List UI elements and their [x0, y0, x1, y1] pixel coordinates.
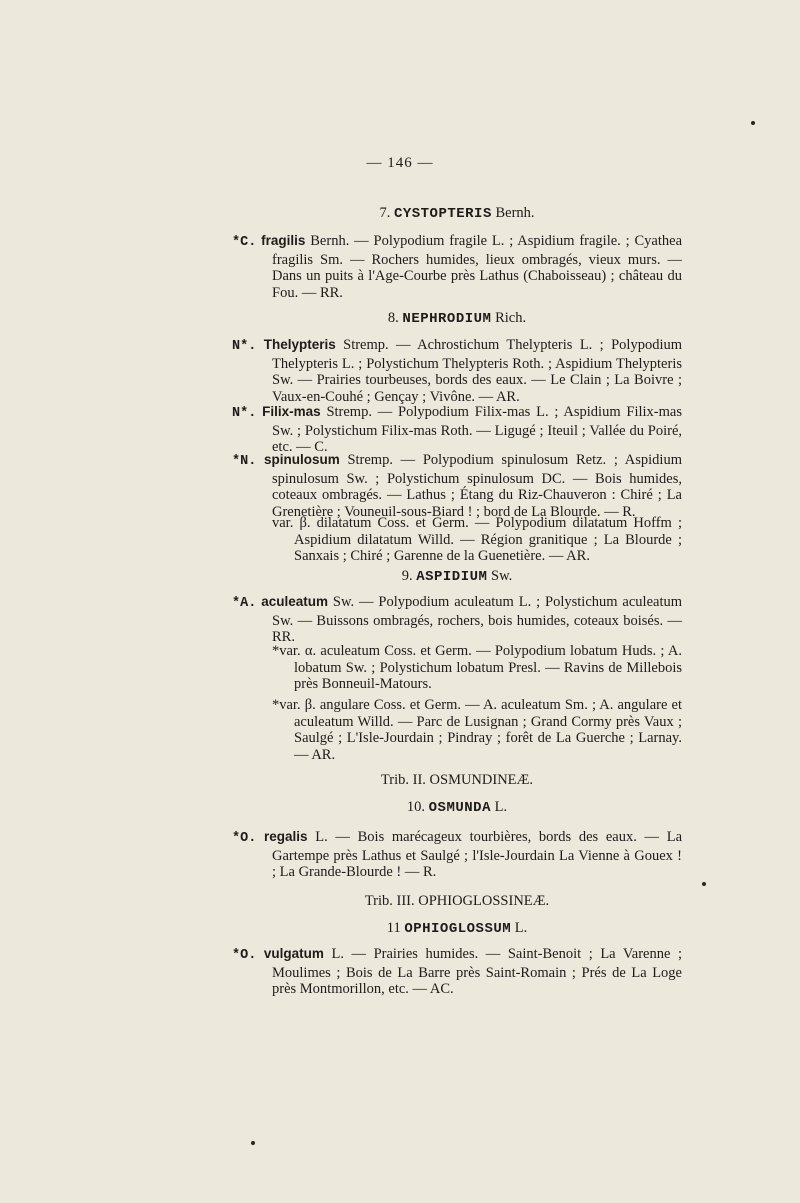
ink-spot — [751, 121, 755, 125]
ink-spot — [702, 882, 706, 886]
genus-heading: 7. CYSTOPTERIS Bernh. — [379, 205, 535, 222]
genus-name: ASPIDIUM — [416, 569, 488, 585]
genus-name: OSMUNDA — [428, 800, 491, 816]
genus-heading: 8. NEPHRODIUM Rich. — [387, 310, 527, 327]
species-entry: *N. spinulosum Stremp. — Polypodium spinulosum Retz. ; Aspidium spinulosum Sw. ; Polystichum spinulosum DC. — Bois humides, coteaux ombragés. — Lathus ; Étang du Riz-Chauveron : Chiré ; La Grenetière ; Vouneuil-sous-Biard ! ; bord de La Blourde. — R. — [232, 452, 682, 520]
tribe-heading: Trib. II. OSMUNDINEÆ. — [380, 772, 534, 788]
species-name: spinulosum — [264, 452, 340, 467]
variety-entry: var. β. dilatatum Coss. et Germ. — Polypodium dilatatum Hoffm ; Aspidium dilatatum Willd. — Région granitique ; La Blourde ; Sanxais ; Chiré ; Garenne de la Guenetière. — AR. — [272, 515, 682, 565]
genus-heading: 11 OPHIOGLOSSUM L. — [386, 920, 528, 937]
species-entry: *A. aculeatum Sw. — Polypodium aculeatum L. ; Polystichum aculeatum Sw. — Buissons ombragés, rochers, bois humides, coteaux boisés. — RR. — [232, 594, 683, 646]
genus-heading: 10. OSMUNDA L. — [406, 799, 508, 816]
tribe-heading: Trib. III. OPHIOGLOSSINEÆ. — [364, 893, 550, 909]
species-entry: N*. Thelypteris Stremp. — Achrostichum Thelypteris L. ; Polypodium Thelypteris L. ; Polystichum Thelypteris Roth. ; Aspidium Thelypteris Sw. — Prairies tourbeuses, bords des eaux. — Le Clain ; La Boivre ; Vaux-en-Couhé ; Gençay ; Vivône. — AR. — [232, 337, 683, 405]
species-name: vulgatum — [263, 946, 324, 961]
species-name: Filix-mas — [262, 404, 321, 419]
species-name: aculeatum — [261, 594, 328, 609]
species-name: regalis — [264, 829, 308, 844]
species-entry: *O. vulgatum L. — Prairies humides. — Saint-Benoit ; La Varenne ; Moulimes ; Bois de La Barre près Saint-Romain ; Prés de La Loge près Montmorillon, etc. — AC. — [232, 946, 683, 998]
genus-name: OPHIOGLOSSUM — [404, 921, 512, 937]
variety-entry: *var. β. angulare Coss. et Germ. — A. aculeatum Sm. ; A. angulare et aculeatum Willd. — Parc de Lusignan ; Grand Cormy près Vaux ; Saulgé ; L'Isle-Jourdain ; Pindray ; forêt de La Guerche ; Larnay. — AR. — [272, 697, 682, 763]
species-entry: *O. regalis L. — Bois marécageux tourbières, bords des eaux. — La Gartempe près Lathus et Saulgé ; l'Isle-Jourdain La Vienne à Gouex ! ; La Grande-Blourde ! — R. — [232, 829, 683, 881]
species-entry: *C. fragilis Bernh. — Polypodium fragile L. ; Aspidium fragile. ; Cyathea fragilis Sm. — Rochers humides, lieux ombragés, vieux murs. — Dans un puits à l'Age-Courbe près Lathus (Chaboisseau) ; château du Fou. — RR. — [232, 233, 682, 301]
species-entry: N*. Filix-mas Stremp. — Polypodium Filix-mas L. ; Aspidium Filix-mas Sw. ; Polystichum Filix-mas Roth. — Ligugé ; Iteuil ; Vallée du Poiré, etc. — C. — [232, 404, 682, 456]
genus-heading: 9. ASPIDIUM Sw. — [401, 568, 513, 585]
species-name: fragilis — [261, 233, 306, 248]
species-name: Thelypteris — [263, 337, 336, 352]
genus-name: NEPHRODIUM — [402, 311, 492, 327]
variety-entry: *var. α. aculeatum Coss. et Germ. — Polypodium lobatum Huds. ; A. lobatum Sw. ; Polystichum lobatum Presl. — Ravins de Millebois près Bonneuil-Matours. — [272, 643, 682, 693]
genus-name: CYSTOPTERIS — [393, 206, 492, 222]
page-number: — 146 — — [366, 155, 434, 171]
ink-spot — [251, 1141, 255, 1145]
